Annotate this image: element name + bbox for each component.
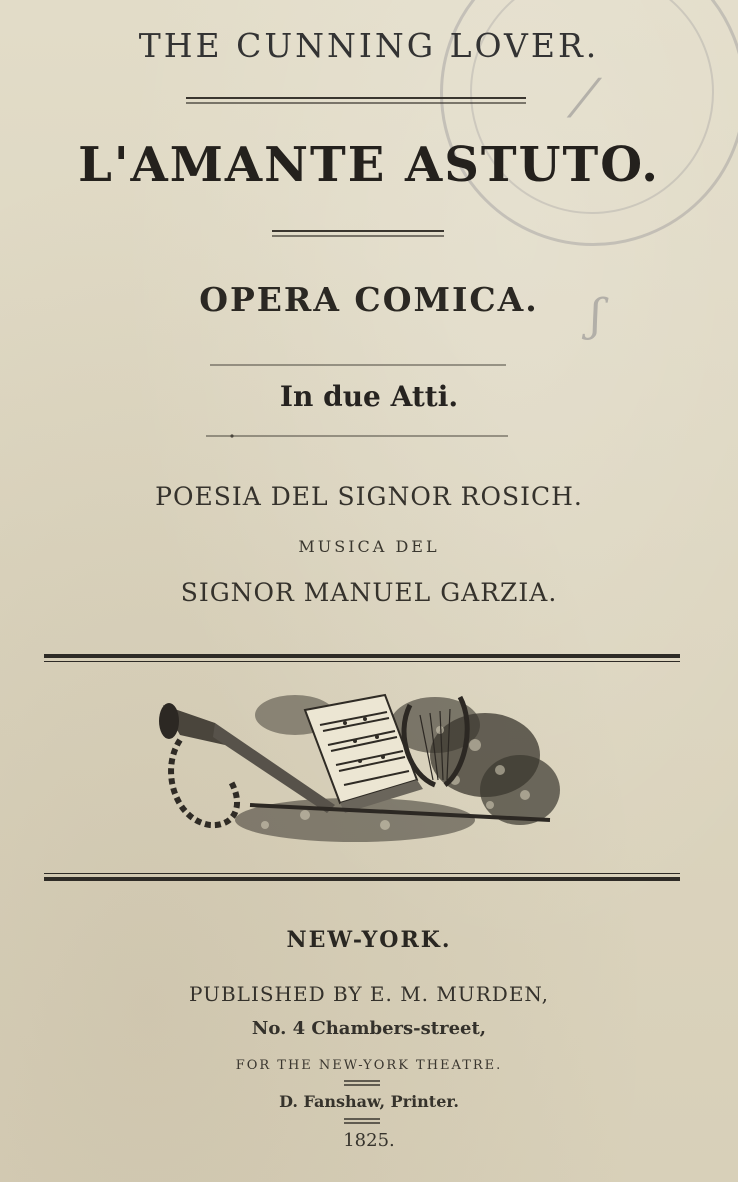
music-label: MUSICA DEL: [298, 537, 440, 556]
divider-heavy-rule: [44, 653, 680, 663]
divider-thin-rule: [210, 363, 506, 367]
genre-label: OPERA COMICA.: [199, 280, 539, 319]
theatre-line: FOR THE NEW-YORK THEATRE.: [235, 1058, 503, 1073]
pencil-mark-icon: ⁄: [580, 70, 589, 130]
english-title: THE CUNNING LOVER.: [138, 26, 600, 65]
publication-year: 1825.: [343, 1130, 395, 1151]
divider-heavy-rule: [44, 872, 680, 882]
divider-double-rule: [186, 96, 526, 106]
publisher-line: PUBLISHED BY E. M. MURDEN,: [189, 982, 549, 1006]
libretto-credit: POESIA DEL SIGNOR ROSICH.: [155, 482, 583, 511]
short-double-rule: [344, 1117, 380, 1125]
divider-double-rule: [272, 229, 444, 239]
short-double-rule: [344, 1079, 380, 1087]
acts-label: In due Atti.: [279, 380, 459, 413]
pencil-scribble-icon: ʃ: [590, 290, 602, 341]
italian-title: L'AMANTE ASTUTO.: [78, 137, 660, 193]
divider-dotted-rule: [206, 433, 508, 439]
imprint-city: NEW-YORK.: [286, 927, 452, 953]
publisher-address: No. 4 Chambers-street,: [251, 1018, 487, 1039]
composer-credit: SIGNOR MANUEL GARZIA.: [180, 578, 558, 607]
musical-instruments-vignette-icon: [155, 685, 565, 850]
printer-line: D. Fanshaw, Printer.: [279, 1092, 459, 1111]
